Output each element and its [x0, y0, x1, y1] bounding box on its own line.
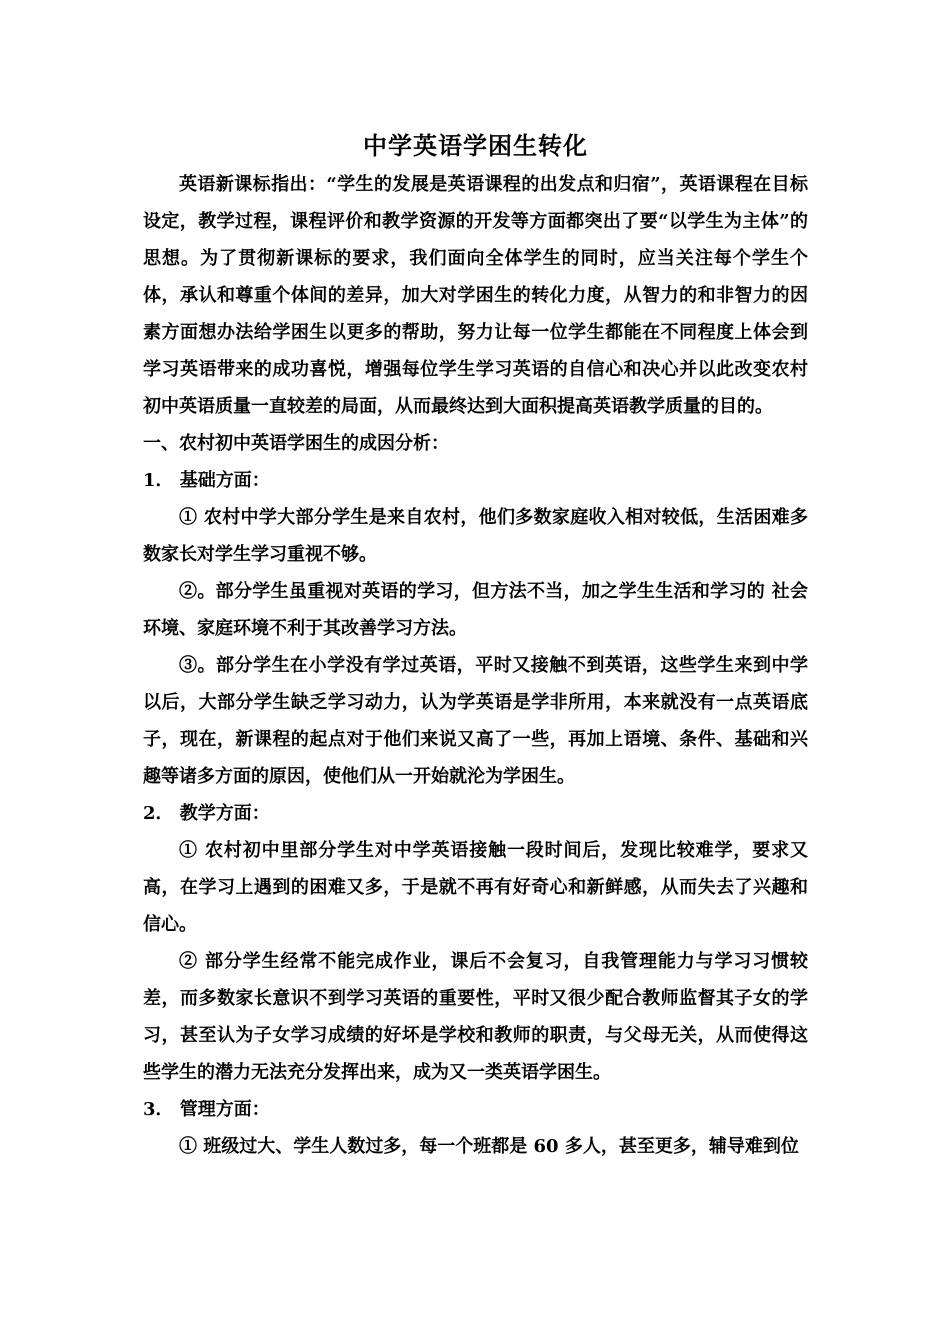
foundation-point-1: ① 农村中学大部分学生是来自农村，他们多数家庭收入相对较低，生活困难多数家长对学生学习重视不够。 — [143, 507, 808, 565]
subheading-teaching: 2． 教学方面： — [143, 803, 270, 824]
teaching-point-1: ① 农村初中里部分学生对中学英语接触一段时间后，发现比较难学，要求又高，在学习上遇到的困难又多，于是就不再有好奇心和新鲜感，从而失去了兴趣和信心。 — [143, 840, 808, 935]
section-heading-causes: 一、农村初中英语学困生的成因分析： — [143, 433, 449, 454]
document-title: 中学英语学困生转化 — [363, 131, 588, 160]
foundation-point-3: ③。部分学生在小学没有学过英语，平时又接触不到英语，这些学生来到中学以后，大部分学生缺乏学习动力，认为学英语是学非所用，本来就没有一点英语底子，现在，新课程的起点对于他们来说又高了一些，再加上语境、条件、基础和兴趣等诸多方面的原因，使他们从一开始就沦为学困生。 — [143, 655, 808, 787]
subheading-management: 3． 管理方面： — [143, 1099, 270, 1120]
intro-paragraph: 英语新课标指出：“学生的发展是英语课程的出发点和归宿”，英语课程在目标设定，教学过程，课程评价和教学资源的开发等方面都突出了要“以学生为主体”的思想。为了贯彻新课标的要求，我们面向全体学生的同时，应当关注每个学生个体，承认和尊重个体间的差异，加大对学困生的转化力度，从智力的和非智力的因素方面想办法给学困生以更多的帮助，努力让每一位学生都能在不同程度上体会到学习英语带来的成功喜悦，增强每位学生学习英语的自信心和决心并以此改变农村初中英语质量一直较差的局面，从而最终达到大面积提高英语教学质量的目的。 — [143, 174, 808, 417]
teaching-point-2: ② 部分学生经常不能完成作业，课后不会复习，自我管理能力与学习习惯较差，而多数家长意识不到学习英语的重要性，平时又很少配合教师监督其子女的学习，甚至认为子女学习成绩的好坏是学校和教师的职责，与父母无关，从而使得这些学生的潜力无法充分发挥出来，成为又一类英语学困生。 — [143, 951, 808, 1083]
foundation-point-2: ②。部分学生虽重视对英语的学习，但方法不当，加之学生生活和学习的 社会 环境、家庭环境不利于其改善学习方法。 — [143, 581, 808, 639]
document-body — [143, 128, 808, 1165]
management-point-1: ① 班级过大、学生人数过多，每一个班都是 60 多人，甚至更多，辅导难到位 — [179, 1136, 799, 1157]
subheading-foundation: 1． 基础方面： — [143, 470, 270, 491]
